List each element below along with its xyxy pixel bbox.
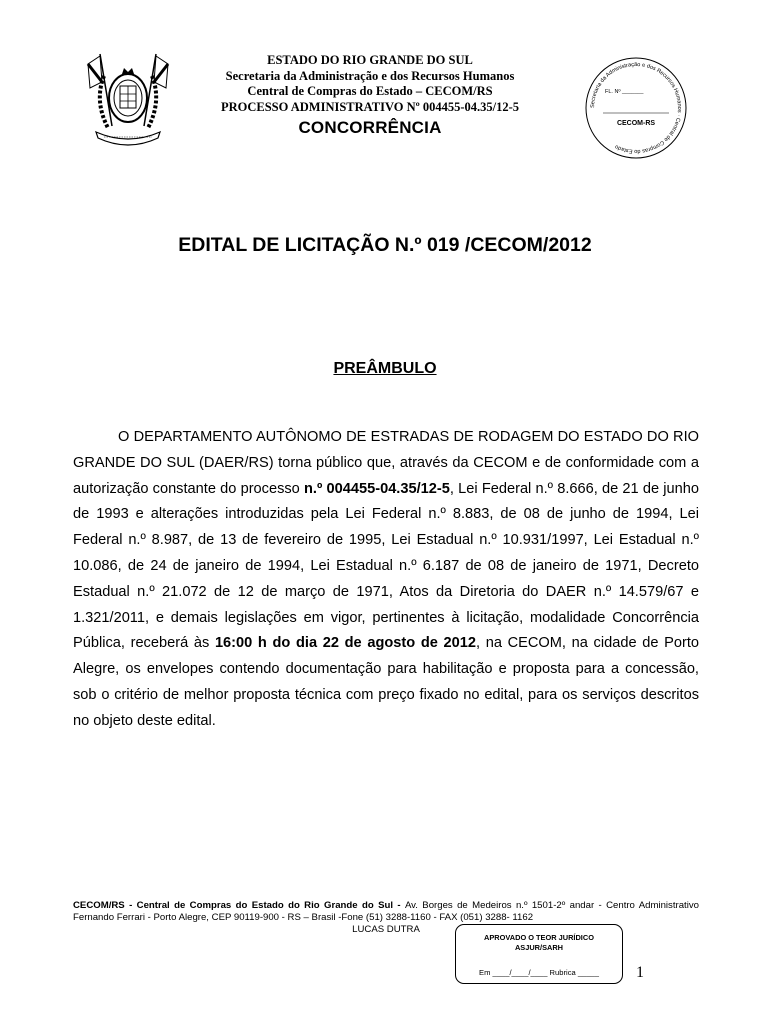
motto-ribbon: [96, 132, 160, 145]
stamp-ring-text: Secretaria da Administração e dos Recursos Humanos · Central de Compras do Estado: [589, 61, 683, 155]
preambulo-heading: PREÂMBULO: [333, 360, 437, 377]
edital-title: EDITAL DE LICITAÇÃO N.º 019 /CECOM/2012: [178, 234, 592, 256]
footer-address: CECOM/RS - Central de Compras do Estado do Rio Grande do Sul - Av. Borges de Medeiros n.º 1501-2º andar - Centro Administrativo Fernando Ferrari - Porto Alegre, CEP 90119-900 - RS – Brasil -Fone (51) 3288-1160 - FAX (051) 3288- 1162: [73, 900, 699, 923]
approval-rubric-line: Em ____/____/____ Rubrica _____: [479, 968, 599, 977]
header-title: CONCORRÊNCIA: [298, 118, 442, 137]
footer-signer: LUCAS DUTRA: [352, 924, 420, 935]
stamp-org: CECOM-RS: [616, 120, 656, 127]
approval-stamp: [455, 924, 623, 984]
cecom-stamp: [583, 55, 689, 161]
shield: [109, 68, 147, 122]
deadline: 16:00 h do dia 22 de agosto de 2012: [214, 635, 476, 652]
preamble-paragraph: O DEPARTAMENTO AUTÔNOMO DE ESTRADAS DE RODAGEM DO ESTADO DO RIO GRANDE DO SUL (DAER/RS) torna público que, através da CECOM e de conformidade com a autorização constante do processo n.º 004455-04.35/12-5, Lei Federal n.º 8.666, de 21 de junho de 1993 e alterações introduzidas pela Lei Federal n.º 8.883, de 08 de junho de 1994, Lei Federal n.º 8.987, de 13 de fevereiro de 1995, Lei Estadual n.º 10.931/1997, Lei Estadual n.º 10.086, de 24 de janeiro de 1994, Lei Estadual n.º 6.187 de 08 de janeiro de 1971, Decreto Estadual n.º 21.072 de 12 de março de 1971, Atos da Diretoria do DAER n.º 14.579/67 e 1.321/2011, e demais legislações em vigor, pertinentes à licitação, modalidade Concorrência Pública, receberá às 16:00 h do dia 22 de agosto de 2012, na CECOM, na cidade de Porto Alegre, os envelopes contendo documentação para habilitação e proposta para a concessão, sob o critério de melhor proposta técnica com preço fixado no edital, para os serviços descritos no objeto deste edital.: [73, 429, 700, 729]
header-secretariat: Secretaria da Administração e dos Recursos Humanos: [225, 68, 515, 83]
approval-line2: ASJUR/SARH: [514, 943, 564, 952]
page-number: 1: [636, 964, 644, 981]
right-flag: [144, 54, 168, 126]
header-state: ESTADO DO RIO GRANDE DO SUL: [267, 53, 473, 67]
coat-of-arms-logo: [86, 46, 170, 156]
left-flag: [88, 54, 112, 126]
preamble-body: [73, 425, 699, 735]
approval-line1: APROVADO O TEOR JURÍDICO: [484, 933, 594, 942]
header-process: PROCESSO ADMINISTRATIVO Nº 004455-04.35/12-5: [220, 99, 520, 114]
svg-text:Secretaria da Administração e: [590, 62, 682, 154]
header-central: Central de Compras do Estado – CECOM/RS: [247, 84, 493, 98]
stamp-folio: FL. Nº _______: [605, 89, 644, 95]
document-header: [185, 53, 555, 138]
process-number: n.º 004455-04.35/12-5: [304, 480, 450, 497]
